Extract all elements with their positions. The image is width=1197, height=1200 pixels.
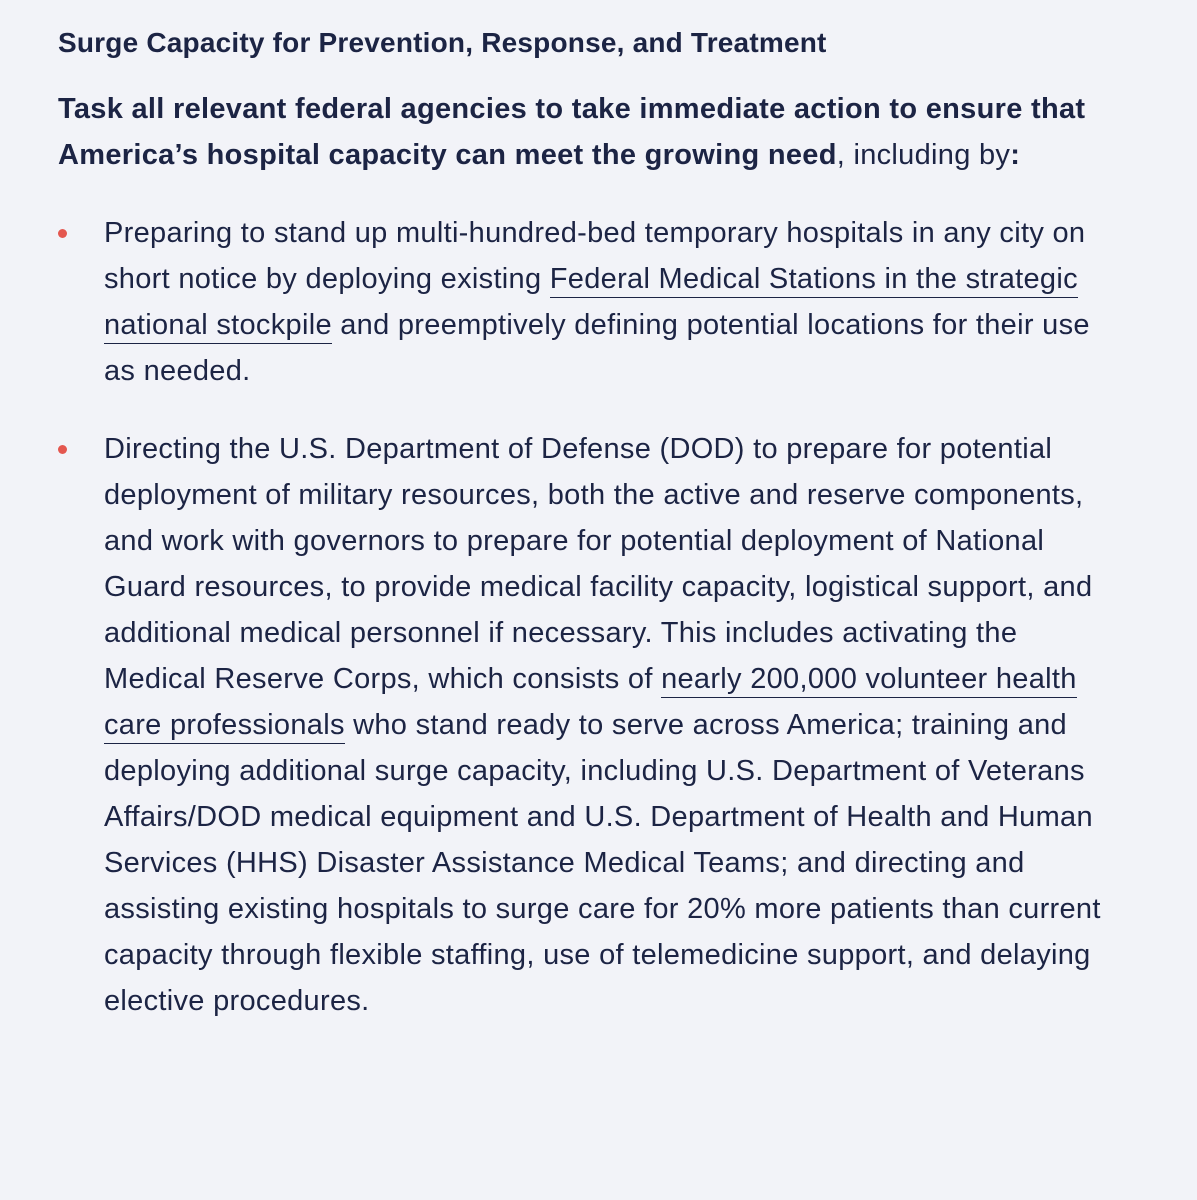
bullet-text-after: who stand ready to serve across America; training and deploying additional surge capacity, including U.S. Department of Veterans Affairs/DOD medical equipment and U.S. Department of Health and Human Services (HHS) Disaster Assistance Medical Teams; and directing and assisting existing hospitals to surge care for 20% more patients than current capacity through flexible staffing, use of telemedicine support, and delaying elective procedures. bbox=[104, 709, 1101, 1017]
volunteer-professionals-link[interactable]: nearly 200,000 volunteer health care professionals bbox=[104, 663, 1077, 744]
bullet-text-before: Directing the U.S. Department of Defense (DOD) to prepare for potential deployment of military resources, both the active and reserve components, and work with governors to prepare for potential deployment of National Guard resources, to provide medical facility capacity, logistical support, and additional medical personnel if necessary. This includes activating the Medical Reserve Corps, which consists of bbox=[104, 433, 1093, 695]
intro-paragraph bbox=[58, 86, 1138, 178]
bullet-dot-icon bbox=[58, 229, 67, 238]
bullet-dot-icon bbox=[58, 445, 67, 454]
article-section bbox=[58, 24, 1178, 1056]
intro-colon: : bbox=[1010, 139, 1021, 171]
bullet-text-after: and preemptively defining potential locations for their use as needed. bbox=[104, 309, 1090, 387]
intro-bold-text: Task all relevant federal agencies to take immediate action to ensure that America’s hospital capacity can meet the growing need bbox=[58, 93, 1086, 171]
federal-medical-stations-link[interactable]: Federal Medical Stations in the strategic national stockpile bbox=[104, 263, 1078, 344]
list-item bbox=[58, 210, 1124, 394]
bullet-list bbox=[58, 210, 1178, 1024]
bullet-text-before: Preparing to stand up multi-hundred-bed temporary hospitals in any city on short notice by deploying existing bbox=[104, 217, 1086, 295]
section-heading: Surge Capacity for Prevention, Response, and Treatment bbox=[58, 27, 827, 58]
list-item bbox=[58, 426, 1124, 1024]
intro-rest-text: , including by bbox=[836, 139, 1011, 171]
